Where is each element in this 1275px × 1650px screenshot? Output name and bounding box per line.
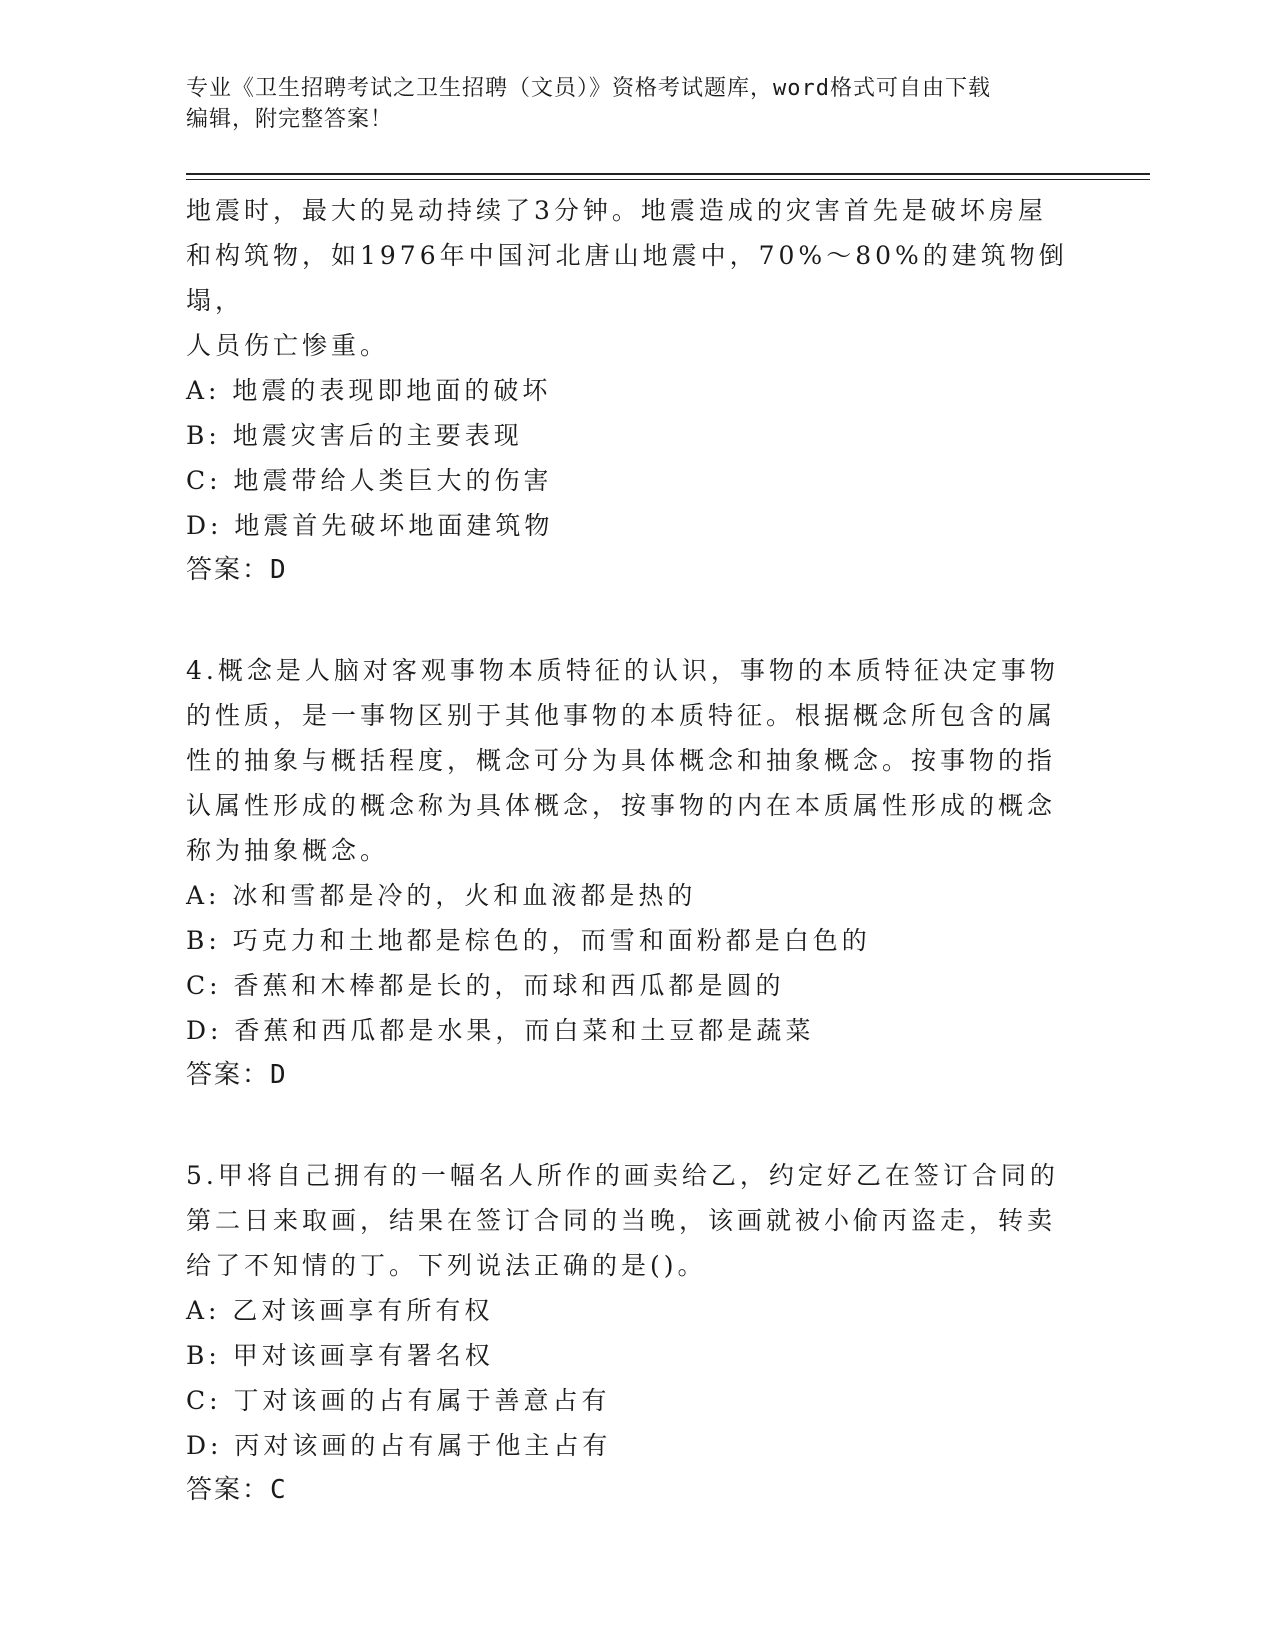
question-stem-line: 地震时，最大的晃动持续了3分钟。地震造成的灾害首先是破坏房屋 — [186, 196, 1047, 225]
option-a: A: 地震的表现即地面的破坏 — [186, 376, 552, 405]
option-c: C: 丁对该画的占有属于善意占有 — [186, 1386, 611, 1415]
option-a: A: 乙对该画享有所有权 — [186, 1296, 494, 1325]
question-5 — [186, 1153, 1086, 1513]
header-rule-thin — [186, 179, 1150, 180]
question-stem-line: 4.概念是人脑对客观事物本质特征的认识，事物的本质特征决定事物 — [186, 656, 1059, 685]
answer: 答案：D — [186, 555, 288, 585]
question-4 — [186, 648, 1086, 1098]
question-stem-line: 性的抽象与概括程度，概念可分为具体概念和抽象概念。按事物的指 — [186, 746, 1057, 775]
question-stem-line: 第二日来取画，结果在签订合同的当晚，该画就被小偷丙盗走，转卖 — [186, 1206, 1057, 1235]
question-stem-line: 给了不知情的丁。下列说法正确的是()。 — [186, 1251, 707, 1280]
option-a: A: 冰和雪都是冷的，火和血液都是热的 — [186, 881, 697, 910]
question-list — [186, 188, 1086, 1513]
question-stem-line: 5.甲将自己拥有的一幅名人所作的画卖给乙，约定好乙在签订合同的 — [186, 1161, 1059, 1190]
option-d: D: 香蕉和西瓜都是水果，而白菜和土豆都是蔬菜 — [186, 1016, 815, 1045]
option-c: C: 地震带给人类巨大的伤害 — [186, 466, 553, 495]
question-stem-line: 人员伤亡惨重。 — [186, 331, 390, 360]
header-rule-thick — [186, 173, 1150, 175]
question-3 — [186, 188, 1086, 593]
question-stem-line: 的性质，是一事物区别于其他事物的本质特征。根据概念所包含的属 — [186, 701, 1057, 730]
header-line-2: 编辑，附完整答案！ — [186, 107, 394, 132]
answer: 答案：D — [186, 1060, 288, 1090]
option-b: B: 巧克力和土地都是棕色的，而雪和面粉都是白色的 — [186, 926, 871, 955]
option-c: C: 香蕉和木棒都是长的，而球和西瓜都是圆的 — [186, 971, 785, 1000]
question-stem-line: 和构筑物，如1976年中国河北唐山地震中，70%～80%的建筑物倒塌， — [186, 241, 1068, 315]
question-stem-line: 称为抽象概念。 — [186, 836, 390, 865]
option-d: D: 地震首先破坏地面建筑物 — [186, 511, 554, 540]
answer: 答案：C — [186, 1475, 288, 1505]
question-stem-line: 认属性形成的概念称为具体概念，按事物的内在本质属性形成的概念 — [186, 791, 1057, 820]
header-line-1: 专业《卫生招聘考试之卫生招聘（文员）》资格考试题库，word格式可自由下载 — [186, 76, 991, 101]
document-header — [186, 73, 1066, 135]
option-b: B: 甲对该画享有署名权 — [186, 1341, 494, 1370]
option-d: D: 丙对该画的占有属于他主占有 — [186, 1431, 612, 1460]
option-b: B: 地震灾害后的主要表现 — [186, 421, 523, 450]
